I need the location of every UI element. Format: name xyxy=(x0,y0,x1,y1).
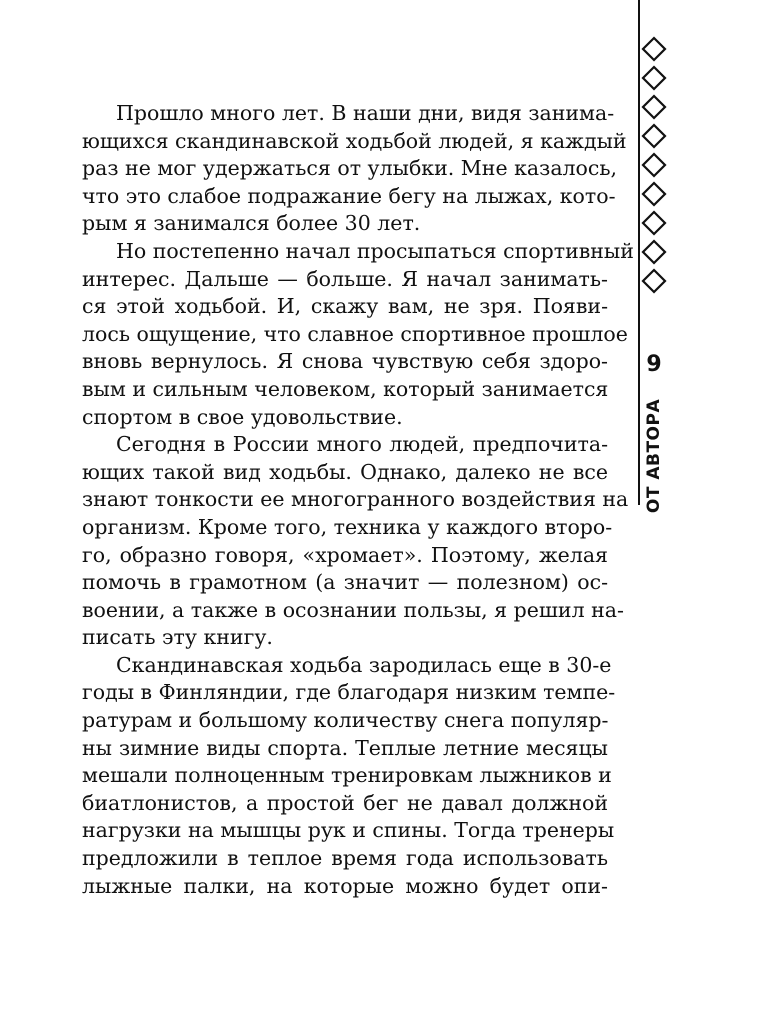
text-line: спортом в свое удовольствие. xyxy=(82,404,403,429)
text-line: ны зимние виды спорта. Теплые летние месяцы xyxy=(82,735,608,760)
text-line: лось ощущение, что славное спортивное прошлое xyxy=(82,321,628,346)
diamond-icon xyxy=(641,181,667,207)
text-line: вым и сильным человеком, который занимается xyxy=(82,376,609,401)
text-line: го, образно говоря, «хромает». Поэтому, желая xyxy=(82,542,608,567)
diamond-icon xyxy=(641,65,667,91)
diamond-icon xyxy=(641,94,667,120)
text-line: знают тонкости ее многогранного воздействия на xyxy=(82,487,629,512)
diamond-icon xyxy=(641,239,667,265)
text-line: помочь в грамотном (а значит — полезном) ос- xyxy=(82,570,608,595)
paragraph xyxy=(82,100,627,238)
diamond-icon xyxy=(641,210,667,236)
page-number: 9 xyxy=(646,352,662,377)
text-line: писать эту книгу. xyxy=(82,625,273,650)
text-line: Прошло много лет. В наши дни, видя занима- xyxy=(116,101,615,125)
paragraph xyxy=(82,238,634,431)
text-line: воении, а также в осознании пользы, я решил на- xyxy=(82,597,624,622)
text-line: мешали полноценным тренировкам лыжников и xyxy=(82,763,612,788)
text-line: раз не мог удержаться от улыбки. Мне казалось, xyxy=(82,156,618,181)
text-line: предложили в теплое время года использовать xyxy=(82,846,608,871)
text-line: ющих такой вид ходьбы. Однако, далеко не все xyxy=(82,459,608,484)
text-line: организм. Кроме того, техника у каждого второ- xyxy=(82,514,613,539)
text-line: биатлонистов, а простой бег не давал должной xyxy=(82,790,608,815)
paragraph xyxy=(82,652,616,900)
running-head: ОТ АВТОРА xyxy=(644,398,664,514)
text-line: Скандинавская ходьба зародилась еще в 30-е xyxy=(116,652,612,677)
text-line: ющихся скандинавской ходьбой людей, я каждый xyxy=(82,128,627,153)
diamond-icon xyxy=(641,268,667,294)
paragraph xyxy=(82,431,629,652)
diamond-icon xyxy=(641,36,667,62)
margin-rule xyxy=(638,0,640,505)
text-line: ся этой ходьбой. И, скажу вам, не зря. Появи- xyxy=(82,294,608,319)
text-line: нагрузки на мышцы рук и спины. Тогда тренеры xyxy=(82,818,615,843)
body-text xyxy=(82,100,634,900)
diamond-ornaments xyxy=(641,36,667,297)
diamond-icon xyxy=(641,123,667,149)
text-line: Сегодня в России много людей, предпочита- xyxy=(116,432,608,457)
diamond-icon xyxy=(641,152,667,178)
text-line: Но постепенно начал просыпаться спортивный xyxy=(116,238,634,263)
text-line: что это слабое подражание бегу на лыжах, кото- xyxy=(82,183,616,208)
text-line: вновь вернулось. Я снова чувствую себя здоро- xyxy=(82,349,608,374)
text-line: лыжные палки, на которые можно будет опи- xyxy=(82,873,608,898)
text-line: годы в Финляндии, где благодаря низким темпе- xyxy=(82,680,616,705)
text-line: интерес. Дальше — больше. Я начал занимать- xyxy=(82,266,608,291)
text-line: ратурам и большому количеству снега популяр- xyxy=(82,708,609,733)
text-line: рым я занимался более 30 лет. xyxy=(82,211,421,236)
